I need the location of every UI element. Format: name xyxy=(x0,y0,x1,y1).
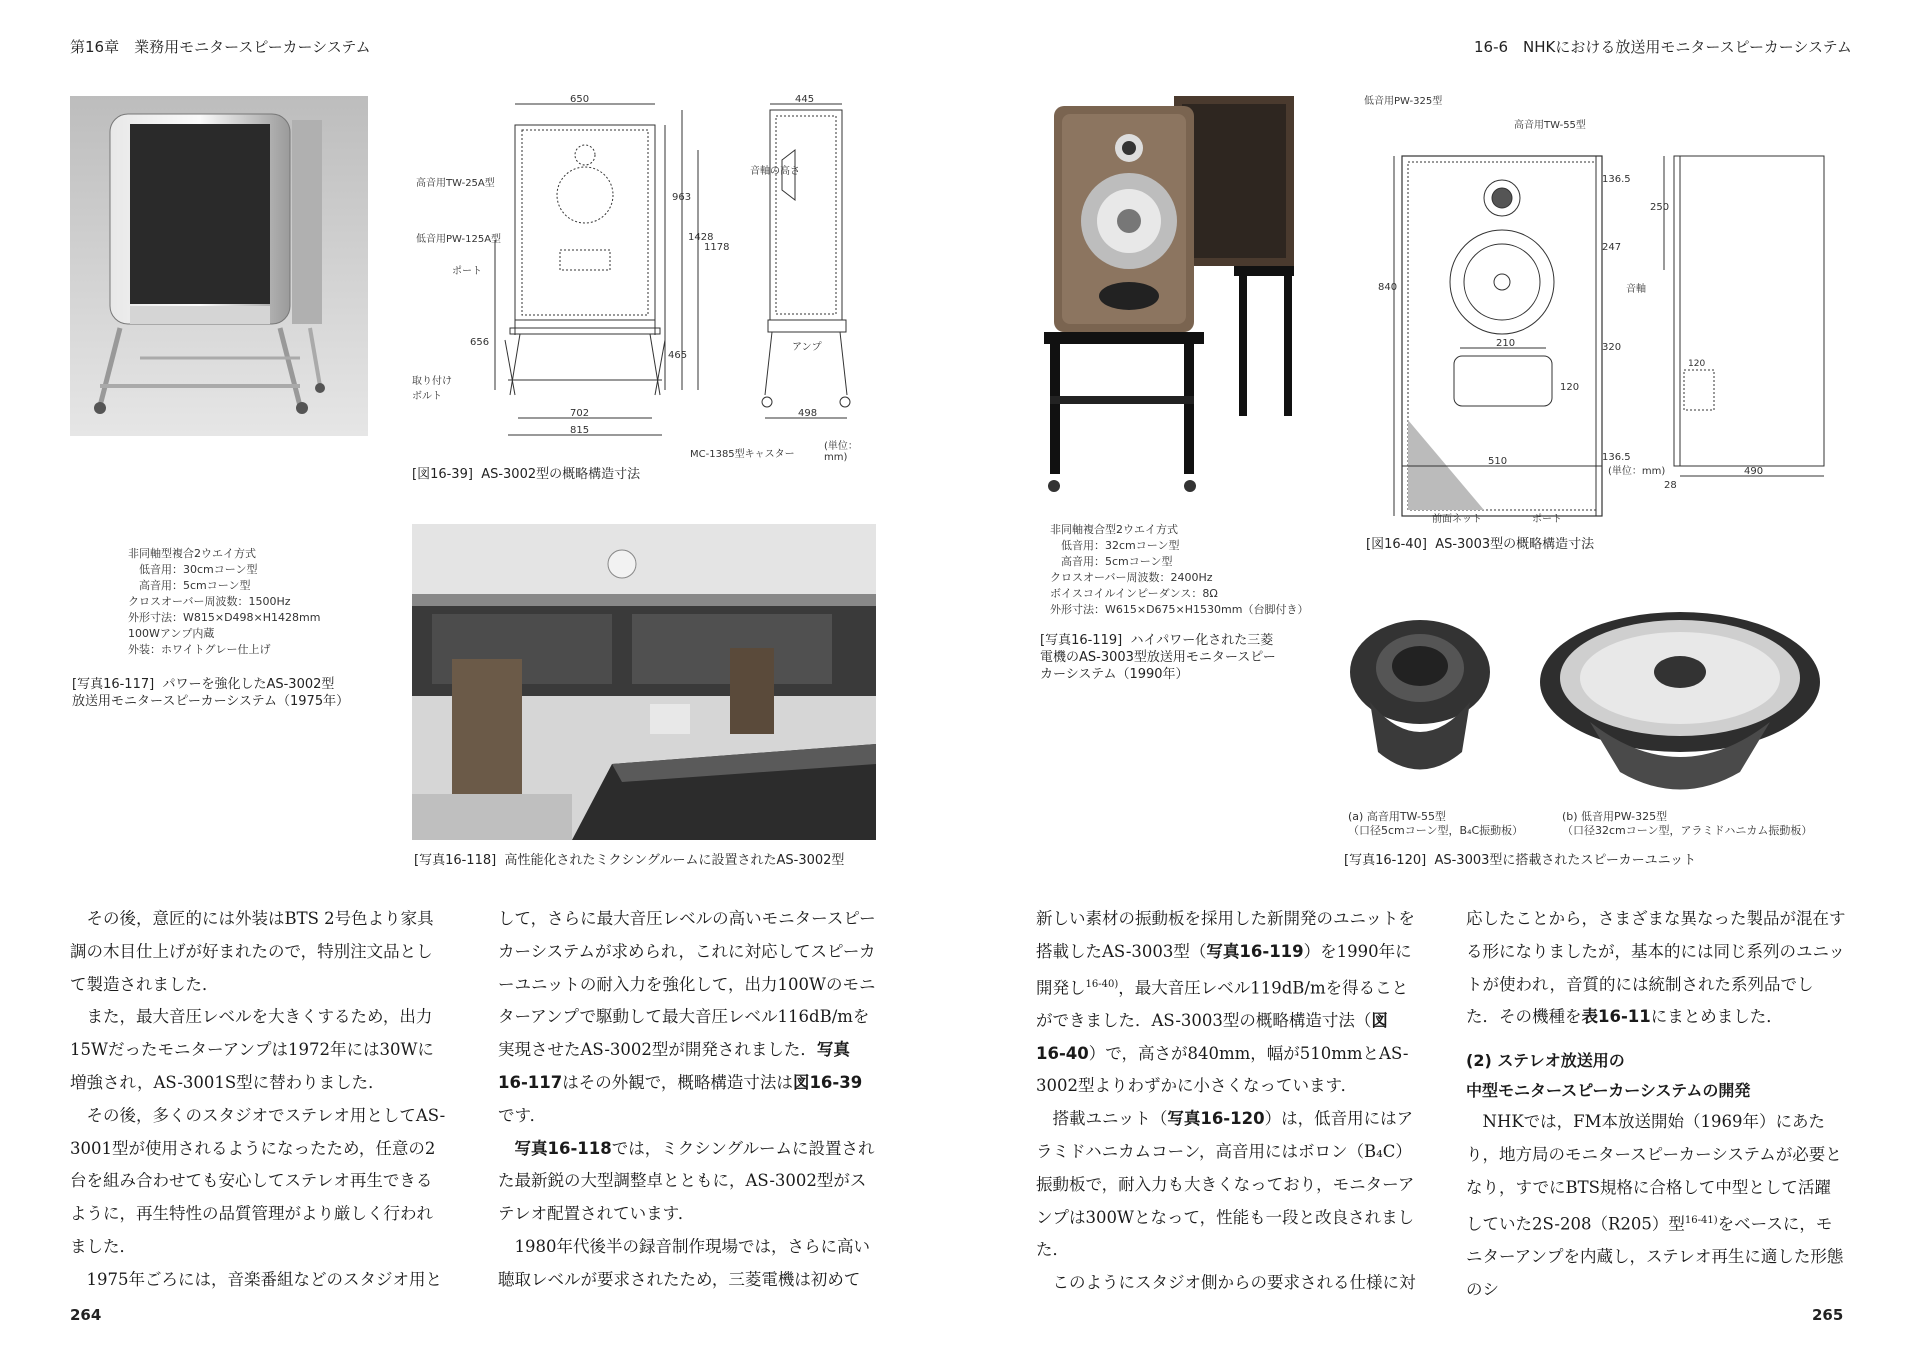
dim-465: 465 xyxy=(668,350,688,361)
dim-136-5a: 136.5 xyxy=(1602,174,1631,185)
paragraph xyxy=(1466,1106,1846,1306)
text-run: では，ミクシングルームに設置された最新鋭の大型調整卓とともに，AS-3002型がステレオ配置されています． xyxy=(498,1138,875,1224)
text-run: ）は，低音用にはアラミドハニカムコーン，高音用にはボロン（B₄C）振動板で，耐入力も大きくなっており，モニターアンプは300Wとなって，性能も一段と改良されました． xyxy=(1036,1109,1415,1260)
label-woofer: 低音用PW-125A型 xyxy=(416,234,502,245)
paragraph xyxy=(498,1133,876,1231)
section-title-line: (2) ステレオ放送用の xyxy=(1466,1051,1625,1071)
text-run: して，さらに最大音圧レベルの高いモニタースピーカーシステムが求められ，これに対応してスピーカーユニットの耐入力を強化して，出力100Wのモニターアンプで駆動して最大音圧レベル116dB/mを実現させたAS-3002型が開発されました． xyxy=(498,909,876,1060)
dim-1178: 1178 xyxy=(704,242,730,253)
dim-650: 650 xyxy=(570,94,590,105)
dim-656: 656 xyxy=(470,337,490,348)
label-unit: (単位：mm) xyxy=(824,441,858,463)
ref-fig-40[interactable]: 図16-40 xyxy=(1036,1010,1388,1063)
page-number-left: 264 xyxy=(70,1306,102,1324)
text-run: 新しい素材の振動板を採用した新開発のユニットを搭載したAS-3003型（ xyxy=(1036,909,1415,961)
dim-498: 498 xyxy=(798,408,818,419)
caption-text: 高性能化されたミクシングルームに設置されたAS-3002型 xyxy=(504,853,845,868)
label-tweeter: 高音用TW-25A型 xyxy=(416,178,495,189)
caption-text: 電機のAS-3003型放送用モニタースピー xyxy=(1040,650,1276,665)
caption-ref: [図16-40] xyxy=(1366,537,1427,552)
figure-16-39 xyxy=(410,90,870,463)
paragraph: 1980年代後半の録音制作現場では，さらに高い聴取レベルが要求されたため，三菱電機は初めて xyxy=(498,1236,870,1289)
running-header-left: 第16章 業務用モニタースピーカーシステム xyxy=(70,38,371,56)
figure-16-40 xyxy=(1364,90,1844,525)
body-column-left-1 xyxy=(70,903,448,1297)
label-caster: MC-1385型キャスター xyxy=(690,449,795,460)
dim-702: 702 xyxy=(570,408,590,419)
spec-line: 低音用：30cmコーン型 xyxy=(128,563,258,576)
label-bolt: 取り付け ボルト xyxy=(412,376,452,402)
dim-490: 490 xyxy=(1744,466,1764,477)
ref-photo-117[interactable]: 写真16-117 xyxy=(498,1040,850,1092)
subcaption-line: (a) 高音用TW-55型 xyxy=(1348,810,1446,823)
ref-fig-39[interactable]: 図16-39 xyxy=(792,1072,863,1092)
dim-28: 28 xyxy=(1664,480,1677,491)
dim-963: 963 xyxy=(672,192,692,203)
paragraph xyxy=(1036,903,1416,1103)
dim-320: 320 xyxy=(1602,342,1622,353)
page-number-right: 265 xyxy=(1812,1306,1844,1324)
caption-ref: [図16-39] xyxy=(412,467,473,482)
dim-247: 247 xyxy=(1602,242,1622,253)
caption-text: AS-3003型の概略構造寸法 xyxy=(1435,537,1595,552)
caption-118 xyxy=(414,852,844,869)
label-front-net: 前面ネット xyxy=(1432,514,1482,525)
section-title xyxy=(1466,1046,1846,1106)
photo-16-120 xyxy=(1340,612,1840,808)
body-column-left-2 xyxy=(498,903,876,1297)
caption-ref: [写真16-119] xyxy=(1040,633,1123,648)
paragraph: 1975年ごろには，音楽番組などのスタジオ用と xyxy=(70,1269,442,1289)
paragraph: その後，多くのスタジオでステレオ用としてAS-3001型が使用されるようになったため，任意の2台を組み合わせても安心してステレオ再生できるように，再生特性の品質管理がより厳しく行われました． xyxy=(70,1105,446,1256)
label-axis-height: 音軸の高さ xyxy=(750,166,800,177)
paragraph: また，最大音圧レベルを大きくするため，出力15Wだったモニターアンプは1972年には30Wに増強され，AS-3001S型に替わりました． xyxy=(70,1007,434,1092)
spec-line: 非同軸型複合2ウエイ方式 xyxy=(128,547,256,560)
label-unit: (単位：mm) xyxy=(1608,466,1666,477)
caption-ref: [写真16-117] xyxy=(72,677,155,692)
spec-list-119 xyxy=(1050,522,1308,618)
spec-line: ボイスコイルインピーダンス：8Ω xyxy=(1050,587,1218,600)
ref-photo-119[interactable]: 写真16-119 xyxy=(1206,941,1304,961)
spec-line: クロスオーバー周波数：1500Hz xyxy=(128,595,291,608)
caption-text: 放送用モニタースピーカーシステム（1975年） xyxy=(72,694,350,709)
label-port: ポート xyxy=(1532,514,1562,525)
text-run: NHKでは，FM本放送開始（1969年）にあたり，地方局のモニタースピーカーシステムが必要となり，すでにBTS規格に合格して中型として活躍していた2S-208（R205）型 xyxy=(1466,1112,1842,1234)
label-tweeter-55: 高音用TW-55型 xyxy=(1514,120,1586,131)
text-run: です． xyxy=(498,1105,547,1125)
text-run: ）で，高さが840mm，幅が510mmとAS-3002型よりわずかに小さくなっています． xyxy=(1036,1043,1409,1096)
text-run: ）を1990年に開発し xyxy=(1036,941,1412,998)
text-run: をベースに，モニターアンプを内蔵し，ステレオ再生に適した形態のシ xyxy=(1466,1214,1844,1299)
spec-line: 高音用：5cmコーン型 xyxy=(1050,555,1173,568)
paragraph: このようにスタジオ側からの要求される仕様に対 xyxy=(1036,1273,1416,1293)
text-run: 搭載ユニット（ xyxy=(1036,1109,1168,1129)
subcaption-line: （口径32cmコーン型，アラミドハニカム振動板） xyxy=(1562,824,1813,837)
dim-120a: 120 xyxy=(1560,382,1580,393)
photo-16-117 xyxy=(70,96,368,436)
body-column-right-2 xyxy=(1466,903,1846,1306)
caption-text: AS-3002型の概略構造寸法 xyxy=(481,467,641,482)
spec-line: 高音用：5cmコーン型 xyxy=(128,579,251,592)
dim-510: 510 xyxy=(1488,456,1508,467)
caption-fig-40 xyxy=(1366,536,1594,553)
paragraph xyxy=(1036,1103,1416,1267)
photo-16-119 xyxy=(1034,96,1314,506)
spec-line: 非同軸複合型2ウエイ方式 xyxy=(1050,523,1178,536)
spec-line: 低音用：32cmコーン型 xyxy=(1050,539,1180,552)
label-amp: アンプ xyxy=(792,342,822,353)
spec-line: 外装：ホワイトグレー仕上げ xyxy=(128,643,271,656)
caption-text: パワーを強化したAS-3002型 xyxy=(162,677,335,692)
caption-text: AS-3003型に搭載されたスピーカーユニット xyxy=(1434,853,1697,868)
caption-text: カーシステム（1990年） xyxy=(1040,667,1189,682)
caption-117 xyxy=(72,676,349,710)
label-port: ポート xyxy=(452,266,482,277)
ref-photo-120[interactable]: 写真16-120 xyxy=(1167,1109,1265,1129)
paragraph: その後，意匠的には外装はBTS 2号色より家具調の木目仕上げが好まれたので，特別注文品として製造されました． xyxy=(70,909,434,994)
text-run: にまとめました． xyxy=(1650,1007,1783,1027)
text-run: 応したことから，さまざまな異なった製品が混在する形になりましたが，基本的には同じ系列のユニットが使われ，音質的には統制された系列品でした．その機種を xyxy=(1466,909,1846,1027)
ref-photo-118[interactable]: 写真16-118 xyxy=(514,1138,612,1158)
caption-text: ハイパワー化された三菱 xyxy=(1130,633,1274,648)
caption-119 xyxy=(1040,632,1276,683)
citation-16-40: 16-40) xyxy=(1085,978,1119,990)
dim-136-5b: 136.5 xyxy=(1602,452,1631,463)
spec-line: クロスオーバー周波数：2400Hz xyxy=(1050,571,1213,584)
label-woofer-325: 低音用PW-325型 xyxy=(1364,96,1443,107)
spec-line: 外形寸法：W615×D675×H1530mm（台脚付き） xyxy=(1050,603,1309,616)
caption-ref: [写真16-120] xyxy=(1344,853,1427,868)
spec-line: 100Wアンプ内蔵 xyxy=(128,627,215,640)
text-run: はその外観で，概略構造寸法は xyxy=(562,1072,793,1092)
subcaption-a xyxy=(1348,810,1523,838)
body-column-right-1 xyxy=(1036,903,1416,1300)
dim-445: 445 xyxy=(795,94,815,105)
subcaption-line: （口径5cmコーン型，B₄C振動板） xyxy=(1348,824,1524,837)
dim-1428: 1428 xyxy=(688,232,714,243)
subcaption-b xyxy=(1562,810,1812,838)
photo-16-118 xyxy=(412,524,876,840)
paragraph xyxy=(1466,903,1846,1034)
caption-fig-39 xyxy=(412,466,640,483)
dim-815: 815 xyxy=(570,425,590,436)
caption-120 xyxy=(1344,852,1696,869)
dim-210: 210 xyxy=(1496,338,1516,349)
text-run: ，最大音圧レベル119dB/mを得ることができました．AS-3003型の概略構造寸法（ xyxy=(1036,978,1409,1030)
paragraph xyxy=(498,903,876,1133)
ref-table-11[interactable]: 表16-11 xyxy=(1581,1007,1651,1027)
spec-list-117 xyxy=(128,546,320,658)
citation-16-41: 16-41) xyxy=(1684,1214,1718,1226)
spec-line: 外形寸法：W815×D498×H1428mm xyxy=(128,611,321,624)
label-axis: 音軸 xyxy=(1626,284,1646,295)
dim-840: 840 xyxy=(1378,282,1398,293)
dim-120b: 120 xyxy=(1688,359,1706,369)
subcaption-line: (b) 低音用PW-325型 xyxy=(1562,810,1668,823)
dim-250: 250 xyxy=(1650,202,1670,213)
running-header-right: 16-6 NHKにおける放送用モニタースピーカーシステム xyxy=(1474,38,1852,56)
caption-ref: [写真16-118] xyxy=(414,853,497,868)
section-title-line: 中型モニタースピーカーシステムの開発 xyxy=(1466,1081,1751,1101)
